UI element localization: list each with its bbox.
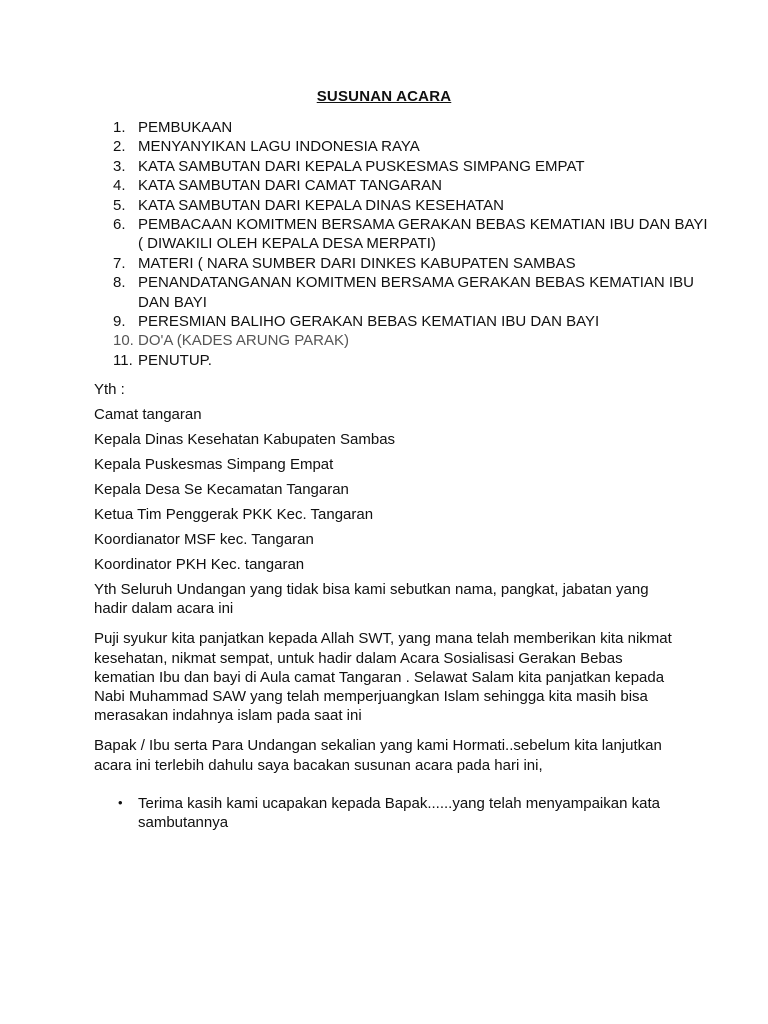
agenda-item xyxy=(113,196,713,215)
bullet-text: Terima kasih kami ucapakan kepada Bapak......yang telah menyampaikan kata sambutannya xyxy=(138,795,660,832)
yth-heading: Yth : xyxy=(94,381,125,398)
agenda-text: PERESMIAN BALIHO GERAKAN BEBAS KEMATIAN IBU DAN BAYI xyxy=(138,313,600,331)
agenda-text: PEMBUKAAN xyxy=(138,119,233,136)
opening-paragraph: Puji syukur kita panjatkan kepada Allah SWT, yang mana telah memberikan kita nikmat kesehatan, nikmat sempat, untuk hadir dalam Acara Sosialisasi Gerakan Bebas kematian Ibu dan bayi di Aula camat Tangaran . Selawat Salam kita panjatkan kepada Nabi Muhammad SAW yang telah memperjuangkan Islam sehingga kita masih bisa merasakan indahnya islam pada saat ini xyxy=(94,630,672,725)
agenda-number: 4. xyxy=(113,177,126,195)
agenda-number: 10. xyxy=(113,332,134,350)
agenda-item xyxy=(113,254,713,273)
agenda-text: KATA SAMBUTAN DARI CAMAT TANGARAN xyxy=(138,177,442,195)
agenda-text: KATA SAMBUTAN DARI KEPALA PUSKESMAS SIMPANG EMPAT xyxy=(138,157,585,175)
agenda-item xyxy=(113,351,713,370)
bullet-icon: • xyxy=(118,795,123,810)
addressee-line: Koordianator MSF kec. Tangaran xyxy=(94,531,314,548)
agenda-text: PENANDATANGANAN KOMITMEN BERSAMA GERAKAN BEBAS KEMATIAN IBU DAN BAYI xyxy=(138,274,694,311)
agenda-list xyxy=(113,118,713,370)
agenda-item xyxy=(113,176,713,195)
addressee-line: Kepala Desa Se Kecamatan Tangaran xyxy=(94,481,349,498)
agenda-item xyxy=(113,215,713,254)
addressee-section xyxy=(94,380,684,775)
addressee-line: Ketua Tim Penggerak PKK Kec. Tangaran xyxy=(94,506,374,523)
addressee-line: Koordinator PKH Kec. tangaran xyxy=(94,556,305,573)
agenda-number: 3. xyxy=(113,157,126,175)
agenda-item xyxy=(113,331,713,350)
agenda-text: MENYANYIKAN LAGU INDONESIA RAYA xyxy=(138,138,420,156)
document-title: SUSUNAN ACARA xyxy=(316,88,452,105)
addressee-line: Kepala Puskesmas Simpang Empat xyxy=(94,456,334,473)
agenda-text: DO'A (KADES ARUNG PARAK) xyxy=(138,332,349,350)
agenda-number: 7. xyxy=(113,254,126,272)
agenda-number: 9. xyxy=(113,313,126,331)
agenda-number: 8. xyxy=(113,274,126,292)
agenda-item xyxy=(113,273,713,312)
agenda-text: KATA SAMBUTAN DARI KEPALA DINAS KESEHATAN xyxy=(138,196,504,214)
agenda-item xyxy=(113,137,713,156)
agenda-text: PENUTUP. xyxy=(138,351,212,369)
agenda-item xyxy=(113,118,713,137)
addressee-line: Camat tangaran xyxy=(94,406,202,423)
agenda-item xyxy=(113,157,713,176)
addressee-line: Kepala Dinas Kesehatan Kabupaten Sambas xyxy=(94,431,396,448)
agenda-number: 5. xyxy=(113,196,126,214)
yth-all-paragraph: Yth Seluruh Undangan yang tidak bisa kami sebutkan nama, pangkat, jabatan yang hadir dalam acara ini xyxy=(94,581,649,618)
agenda-item xyxy=(113,312,713,331)
agenda-text: MATERI ( NARA SUMBER DARI DINKES KABUPATEN SAMBAS xyxy=(138,254,576,272)
agenda-number: 6. xyxy=(113,216,126,234)
agenda-number: 2. xyxy=(113,138,126,156)
agenda-number: 1. xyxy=(113,119,126,136)
agenda-intro-paragraph: Bapak / Ibu serta Para Undangan sekalian yang kami Hormati..sebelum kita lanjutkan acara ini terlebih dahulu saya bacakan susunan acara pada hari ini, xyxy=(94,737,662,774)
agenda-text: PEMBACAAN KOMITMEN BERSAMA GERAKAN BEBAS KEMATIAN IBU DAN BAYI ( DIWAKILI OLEH KEPALA DESA MERPATI) xyxy=(138,216,708,253)
agenda-number: 11. xyxy=(113,351,133,369)
